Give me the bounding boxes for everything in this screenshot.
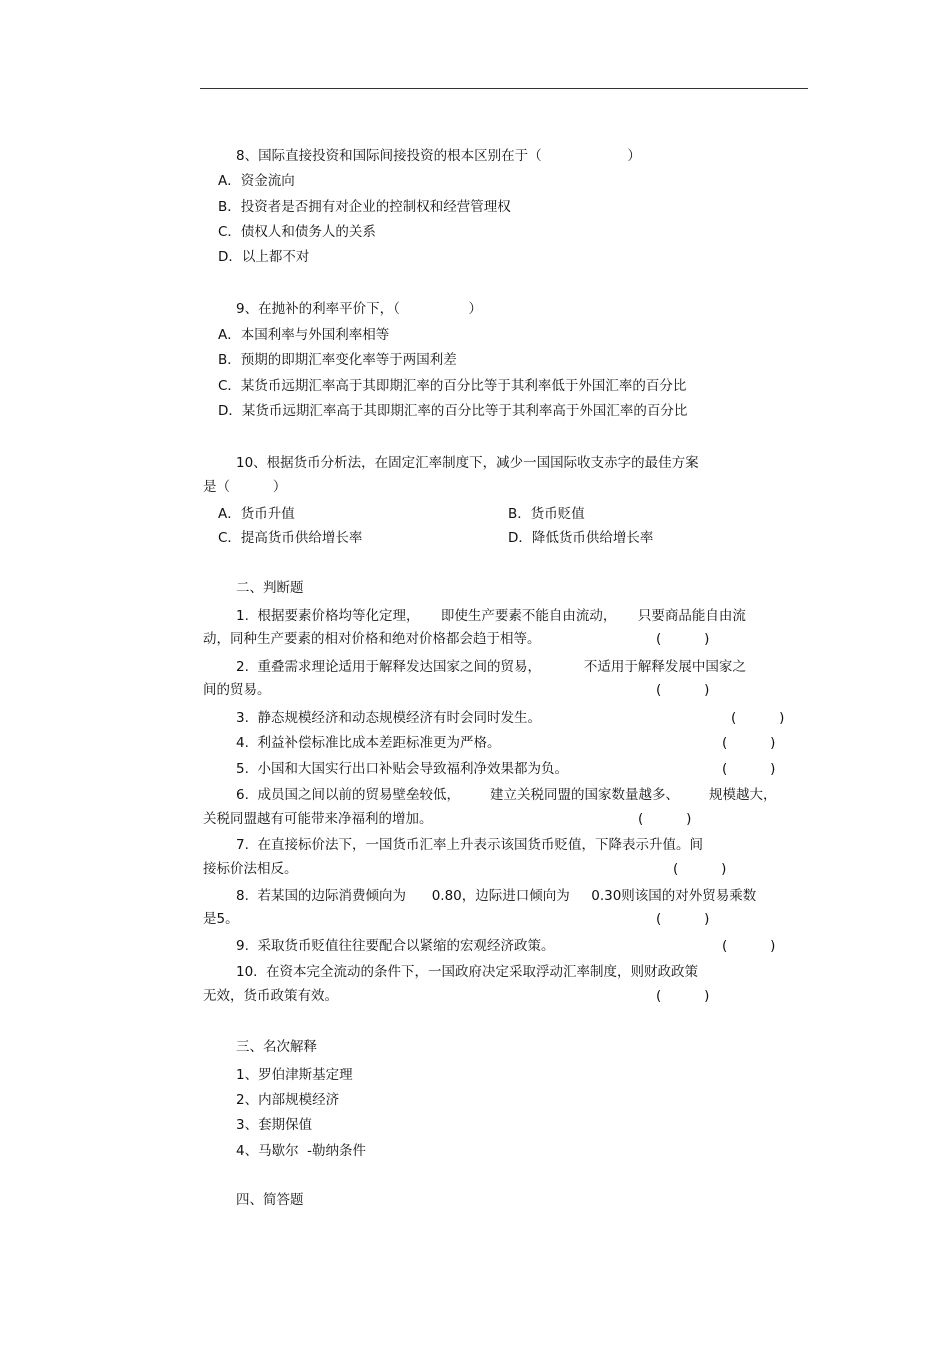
mc-q8-stem: 8、国际直接投资和国际间接投资的根本区别在于（ ）	[236, 148, 641, 164]
judge-q5: 5. 小国和大国实行出口补贴会导致福利净效果都为负。	[236, 761, 568, 777]
judge-q6-answer-blank: ( )	[638, 811, 692, 827]
mc-q10-stem-line2: 是（ ）	[203, 479, 287, 495]
mc-q10-option-a: A．货币升值	[218, 506, 295, 522]
mc-q8-option-a: A．资金流向	[218, 173, 295, 189]
section-heading-judge: 二、判断题	[236, 580, 304, 596]
term-item: 3、套期保值	[236, 1117, 313, 1133]
term-item: 1、罗伯津斯基定理	[236, 1067, 353, 1083]
judge-q2-answer-blank: ( )	[656, 682, 710, 698]
mc-q9-option-a: A．本国利率与外国利率相等	[218, 327, 390, 343]
judge-q7-line1: 7. 在直接标价法下，一国货币汇率上升表示该国货币贬值，下降表示升值。间	[236, 837, 703, 853]
judge-q7-answer-blank: ( )	[673, 861, 727, 877]
judge-q6-line1: 6. 成员国之间以前的贸易壁垒较低， 建立关税同盟的国家数量越多、 规模越大，	[236, 787, 777, 803]
judge-q8-line2: 是5。	[203, 911, 239, 927]
judge-q6-line2: 关税同盟越有可能带来净福利的增加。	[203, 811, 433, 827]
mc-q10-stem-line1: 10、根据货币分析法，在固定汇率制度下，减少一国国际收支赤字的最佳方案	[236, 455, 699, 471]
judge-q8-line1: 8. 若某国的边际消费倾向为 0.80，边际进口倾向为 0.30则该国的对外贸易乘数	[236, 888, 757, 904]
mc-q10-option-d: D．降低货币供给增长率	[508, 530, 654, 546]
judge-q2-line2: 间的贸易。	[203, 682, 271, 698]
judge-q9: 9. 采取货币贬值往往要配合以紧缩的宏观经济政策。	[236, 938, 555, 954]
mc-q10-option-c: C．提高货币供给增长率	[218, 530, 363, 546]
judge-q9-answer-blank: ( )	[722, 938, 776, 954]
judge-q10-line1: 10. 在资本完全流动的条件下，一国政府决定采取浮动汇率制度，则财政政策	[236, 964, 699, 980]
mc-q9-option-c: C．某货币远期汇率高于其即期汇率的百分比等于其利率低于外国汇率的百分比	[218, 378, 687, 394]
mc-q8-option-b: B．投资者是否拥有对企业的控制权和经营管理权	[218, 199, 511, 215]
judge-q1-line2: 动，同种生产要素的相对价格和绝对价格都会趋于相等。	[203, 631, 541, 647]
judge-q7-line2: 接标价法相反。	[203, 861, 298, 877]
header-rule	[200, 88, 808, 89]
judge-q2-line1: 2. 重叠需求理论适用于解释发达国家之间的贸易， 不适用于解释发展中国家之	[236, 659, 746, 675]
judge-q1-answer-blank: ( )	[656, 631, 710, 647]
judge-q4: 4. 利益补偿标准比成本差距标准更为严格。	[236, 735, 501, 751]
judge-q10-line2: 无效，货币政策有效。	[203, 988, 338, 1004]
judge-q10-answer-blank: ( )	[656, 988, 710, 1004]
term-item: 2、内部规模经济	[236, 1092, 340, 1108]
mc-q10-option-b: B．货币贬值	[508, 506, 585, 522]
judge-q5-answer-blank: ( )	[722, 761, 776, 777]
term-item: 4、马歇尔 -勒纳条件	[236, 1143, 367, 1159]
mc-q8-option-c: C．债权人和债务人的关系	[218, 224, 376, 240]
judge-q4-answer-blank: ( )	[722, 735, 776, 751]
judge-q8-answer-blank: ( )	[656, 911, 710, 927]
judge-q3-answer-blank: ( )	[731, 710, 785, 726]
mc-q9-option-d: D．某货币远期汇率高于其即期汇率的百分比等于其利率高于外国汇率的百分比	[218, 403, 688, 419]
judge-q3: 3. 静态规模经济和动态规模经济有时会同时发生。	[236, 710, 541, 726]
section-heading-short-answer: 四、简答题	[236, 1192, 304, 1208]
judge-q1-line1: 1. 根据要素价格均等化定理， 即使生产要素不能自由流动， 只要商品能自由流	[236, 608, 746, 624]
section-heading-terms: 三、名次解释	[236, 1039, 317, 1055]
mc-q9-option-b: B．预期的即期汇率变化率等于两国利差	[218, 352, 457, 368]
mc-q9-stem: 9、在抛补的利率平价下，（ ）	[236, 301, 482, 317]
mc-q8-option-d: D．以上都不对	[218, 249, 310, 265]
